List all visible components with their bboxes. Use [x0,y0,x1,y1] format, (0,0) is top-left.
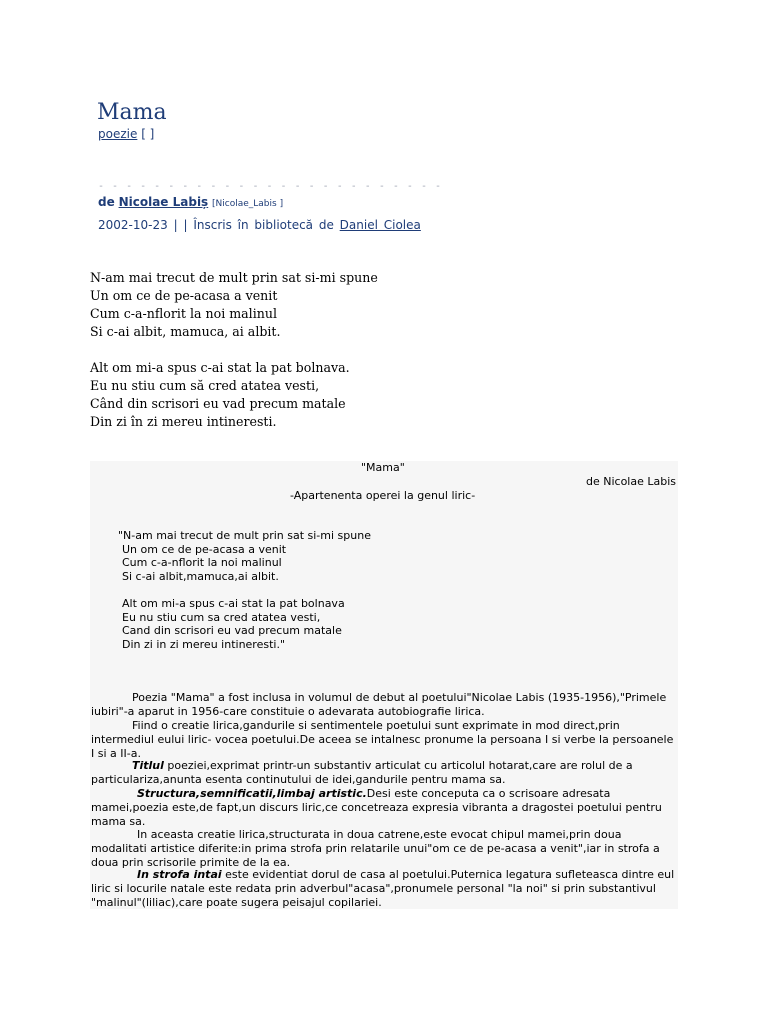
analysis-paragraph: Fiind o creatie lirica,gandurile si sentimentele poetului sunt exprimate in mod direct,prin intermediul eului liric- vocea poetului.De aceea se intalnesc pronume la persoana I si verbe la persoanele I si a II-a. [91,719,674,760]
quote-line: Eu nu stiu cum sa cred atatea vesti, [122,610,321,624]
category-bracket: [ ] [141,127,155,141]
category-link[interactable]: poezie [98,127,138,141]
page-title: Mama [97,100,167,125]
poem-line: Cum c-a-nflorit la noi malinul [90,306,277,321]
by-prefix: de [98,195,115,209]
analysis-paragraph: Poezia "Mama" a fost inclusa in volumul de debut al poetului"Nicolae Labis (1935-1956),"Primele iubiri"-a aparut in 1956-care constituie o adevarata autobiografie lirica. [91,691,667,718]
analysis-genre: -Apartenenta operei la genul liric- [290,489,476,502]
poem-line: Si c-ai albit, mamuca, ai albit. [90,324,281,339]
quote-line: Si c-ai albit,mamuca,ai albit. [122,569,279,583]
publish-date: 2002-10-23 [98,218,168,232]
analysis-paragraph: Titlul poeziei,exprimat printr-un substantiv articulat cu articolul hotarat,care are rolul de a particulariza,anunta esenta continutului de idei,gandurile pentru mama sa. [91,759,633,786]
poem-stanza-1 [90,269,378,341]
meta-line [98,218,421,232]
analysis-paragraph: In strofa intai este evidentiat dorul de casa al poetului.Puternica legatura sufleteasca dintre eul liric si locurile natale este redata prin adverbul"acasa",pronumele personal "la noi" si prin substantivul "malinul"(liliac),care poate sugera peisajul copilariei. [91,868,675,909]
separator: | [183,218,188,232]
bold-term: Titlul [132,759,164,772]
bold-term: In strofa intai [137,868,222,881]
poem-stanza-2 [90,359,350,431]
analysis-paragraph: In aceasta creatie lirica,structurata in doua catrene,este evocat chipul mamei,prin doua modalitati artistice diferite:in prima strofa prin relatarile unui"om ce de pe-acasa a venit",iar in strofa a doua prin scrisorile primite de la ea. [91,828,660,869]
quote-line: Cum c-a-nflorit la noi malinul [122,556,282,570]
quote-stanza-2 [122,597,345,651]
author-nick: [Nicolae_Labis ] [212,199,284,209]
separator: | [173,218,178,232]
poem-line: Un om ce de pe-acasa a venit [90,288,278,303]
quote-line: "N-am mai trecut de mult prin sat si-mi spune [118,529,371,542]
byline [98,195,283,209]
quote-line: Alt om mi-a spus c-ai stat la pat bolnava [122,597,345,610]
quote-line: Cand din scrisori eu vad precum matale [122,624,342,638]
poem-line: Eu nu stiu cum să cred atatea vesti, [90,378,320,393]
analysis-author: de Nicolae Labis [586,475,677,488]
author-link[interactable]: Nicolae Labiș [118,195,209,209]
bold-term: Structura,semnificatii,limbaj artistic. [137,787,367,800]
quote-line: Din zi in zi mereu intineresti." [122,637,286,651]
poem-line: Alt om mi-a spus c-ai stat la pat bolnava. [90,360,350,375]
poem-line: Din zi în zi mereu intineresti. [90,414,277,429]
analysis-box [90,461,678,909]
library-user-link[interactable]: Daniel Ciolea [339,218,421,232]
category-line [98,127,154,141]
poem-line: Când din scrisori eu vad precum matale [90,396,346,411]
quote-stanza-1 [118,529,371,583]
poem-line: N-am mai trecut de mult prin sat si-mi spune [90,270,378,285]
analysis-title: "Mama" [361,461,405,474]
analysis-paragraph: Structura,semnificatii,limbaj artistic.Desi este conceputa ca o scrisoare adresata mamei,poezia este,de fapt,un discurs liric,ce concetreaza expresia vibranta a dragostei poetului pentru mama sa. [91,787,662,828]
dashed-divider: - - - - - - - - - - - - - - - - - - - - - - - - - [98,181,443,192]
library-text: Înscris în bibliotecă de [193,218,334,232]
quote-line: Un om ce de pe-acasa a venit [122,542,287,556]
